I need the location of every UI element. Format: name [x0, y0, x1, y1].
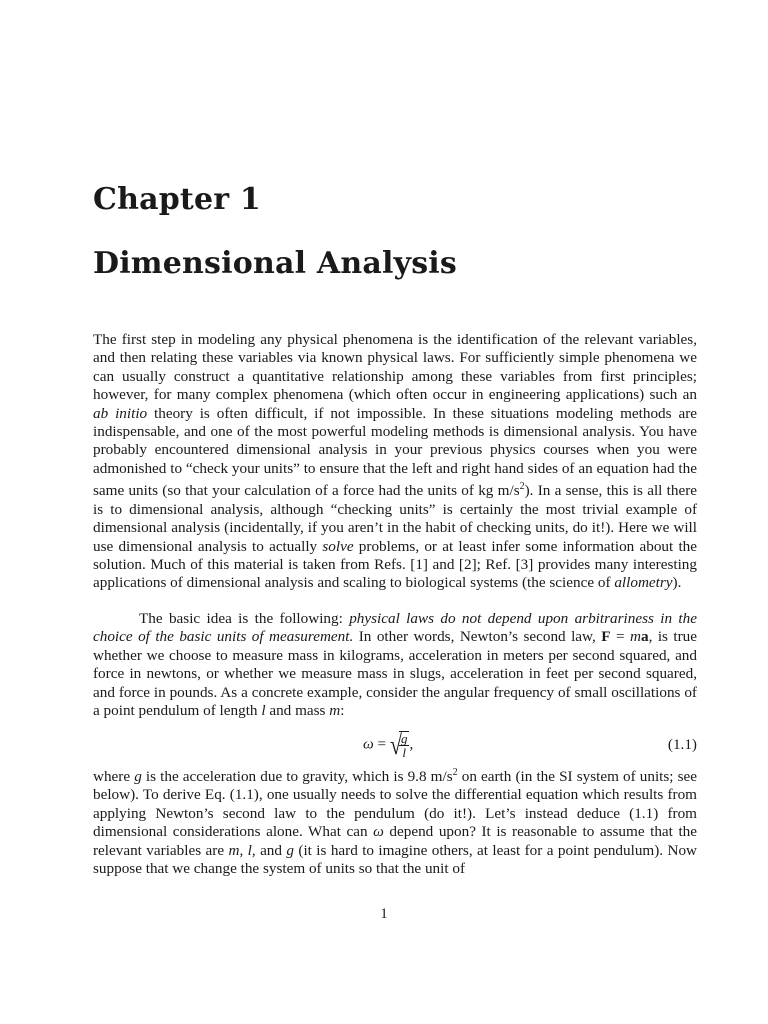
p2-italic-mass: m: [630, 628, 641, 646]
chapter-label: Chapter 1: [93, 182, 261, 217]
paragraph-1: [93, 331, 697, 593]
equation-lhs: ω: [363, 735, 374, 753]
paragraph-3: [93, 764, 697, 879]
fraction-numerator: g: [400, 731, 408, 746]
p1-italic-allometry: allometry: [614, 574, 673, 592]
equation-body: [363, 728, 414, 760]
equation-trailing: ,: [409, 735, 414, 753]
p2-italic-mass-2: m: [329, 702, 341, 720]
p3-text-5: ,: [239, 841, 248, 859]
p3-italic-g-2: g: [286, 841, 294, 859]
p2-text-1: The basic idea is the following:: [139, 610, 350, 627]
p1-italic-ab-initio: ab initio: [93, 404, 148, 422]
p1-text-2: theory is often difficult, if not impossible. In these situations modeling methods are indispensable, and one of the most powerful modeling methods is dimensional analysis. You have probably encountered dimensional analysis in your previous physics courses when you were admonished to “check your units” to ensure that the left and right hand sides of an equation had the same units (so that your calculation of a force had the units of kg m/s: [93, 404, 697, 500]
p3-text-4: depend upon? It is reasonable to assume that the relevant variables are: [93, 823, 698, 859]
fraction-denominator: l: [402, 745, 407, 760]
p2-text-3: , is true whether we choose to measure mass in kilograms, acceleration in meters per second squared, and force in newtons, or whether we measure mass in slugs, acceleration in feet per second squared, and force in pounds. As a concrete example, consider the angular frequency of small oscillations of a point pendulum of length: [93, 628, 697, 720]
p3-text-2: is the acceleration due to gravity, which is 9.8 m/s: [141, 768, 453, 786]
p1-text-3: ). In a sense, this is all there is to dimensional analysis, although “checking units” is certainly the most trivial example of dimensional analysis (incidentally, if you aren’t in the habit of checking units, do it!). Here we will use dimensional analysis to actually: [93, 482, 697, 555]
paragraph-2: [93, 610, 697, 720]
sqrt-radical-icon: √: [389, 728, 402, 760]
p2-bold-acceleration: a: [640, 628, 649, 646]
p2-italic-principle: physical laws do not depend upon arbitrariness in the choice of the basic units of measurement.: [93, 610, 697, 646]
p3-text-7: (it is hard to imagine others, at least for a point pendulum). Now suppose that we change the system of units so that the unit of: [93, 841, 698, 878]
equation-number: (1.1): [667, 736, 697, 753]
p3-italic-l: l: [247, 841, 252, 859]
p2-text-4: and mass: [265, 702, 330, 720]
p1-italic-solve: solve: [322, 537, 354, 555]
p1-text-5: ).: [672, 574, 682, 592]
p3-superscript: 2: [452, 767, 458, 778]
p2-bold-force: F: [601, 628, 611, 646]
p3-text-3: on earth (in the SI system of units; see below). To derive Eq. (1.1), one usually needs to solve the differential equation which results from applying Newton’s second law to the pendulum (do it!). Let’s instead deduce (1.1) from dimensional considerations alone. What can: [93, 768, 698, 841]
p3-italic-m: m: [228, 841, 240, 859]
equation-1-1: [93, 728, 697, 760]
p1-superscript: 2: [519, 481, 525, 493]
equation-equals: =: [373, 735, 390, 753]
p2-italic-length: l: [261, 702, 266, 720]
p3-text-6: , and: [251, 841, 287, 859]
p3-italic-omega: ω: [373, 823, 384, 841]
p1-text-1: The first step in modeling any physical phenomena is the identification of the relevant variables, and then relating these variables via known physical laws. For sufficiently simple phenomena we can usually construct a quantitative relationship among these variables from first principles; however, for many complex phenomena (which often occur in engineering applications) such an: [93, 331, 697, 404]
page-number: 1: [380, 906, 388, 922]
p2-text-5: :: [340, 702, 345, 720]
p1-text-4: problems, or at least infer some information about the solution. Much of this material is taken from Refs. [1] and [2]; Ref. [3] provides many interesting applications of dimensional analysis and scaling to biological systems (the science of: [93, 537, 698, 592]
p3-text-1: where: [93, 768, 135, 786]
chapter-title: Dimensional Analysis: [93, 246, 457, 281]
p2-text-2: In other words, Newton’s second law,: [353, 628, 602, 646]
p3-italic-g: g: [134, 768, 142, 786]
p2-equals: =: [610, 628, 631, 646]
